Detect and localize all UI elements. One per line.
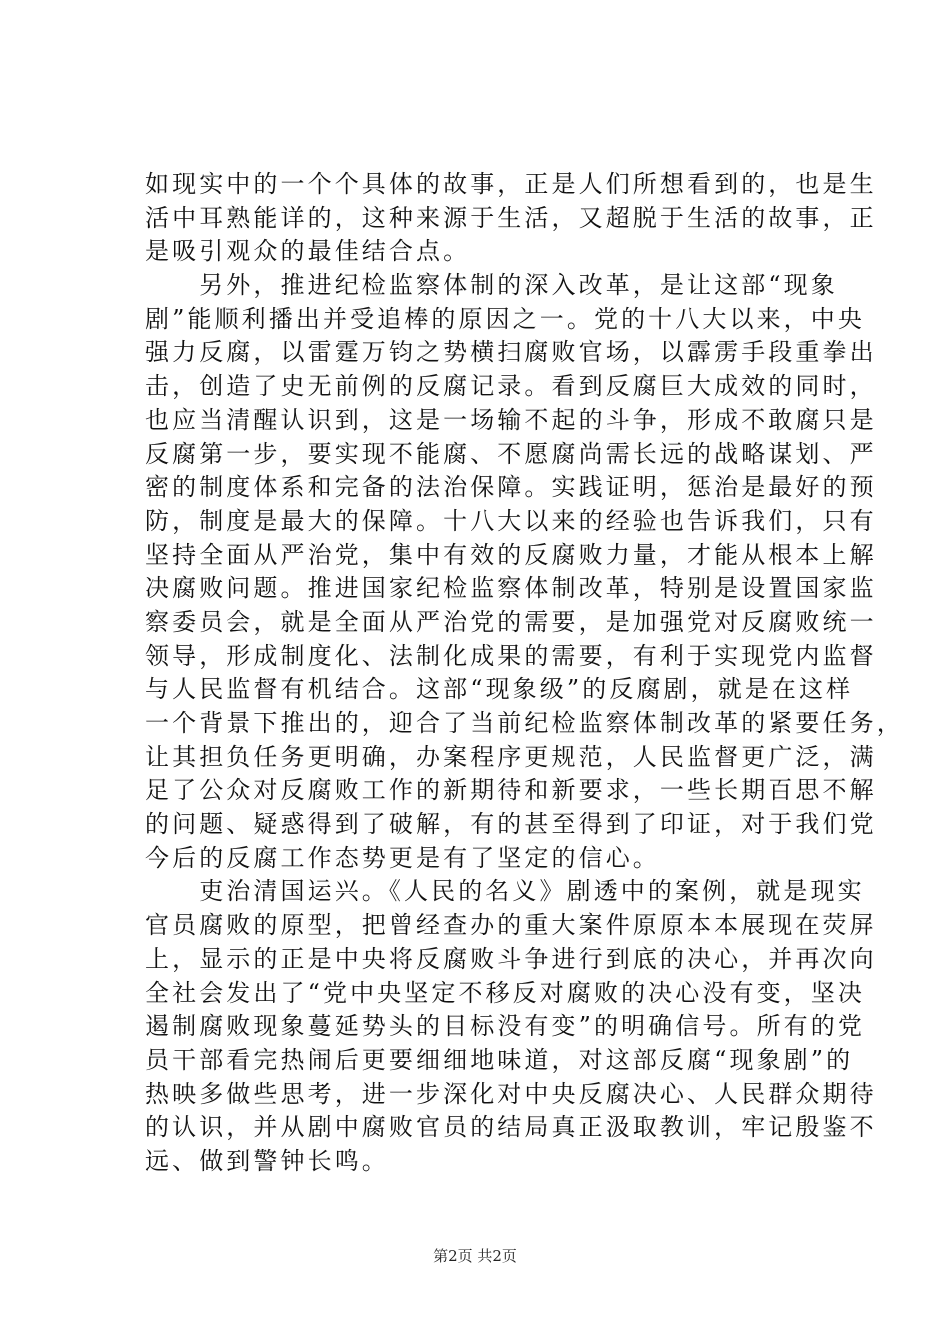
text-line-12: 坚持全面从严治党，集中有效的反腐败力量，才能从根本上解	[145, 540, 877, 569]
text-line-16: 与人民监督有机结合。这部“现象级”的反腐剧，就是在这样	[145, 675, 854, 704]
text-line-2: 活中耳熟能详的，这种来源于生活，又超脱于生活的故事，正	[145, 203, 877, 232]
text-line-20: 的问题、疑惑得到了破解，有的甚至得到了印证，对于我们党	[145, 810, 877, 839]
text-line-22: 吏治清国运兴。《人民的名义》剧透中的案例，就是现实	[145, 877, 865, 906]
document-body	[145, 168, 904, 1179]
text-line-29: 的认识，并从剧中腐败官员的结局真正汲取教训，牢记殷鉴不	[145, 1113, 877, 1142]
text-line-9: 反腐第一步，要实现不能腐、不愿腐尚需长远的战略谋划、严	[145, 439, 877, 468]
text-line-4: 另外，推进纪检监察体制的深入改革，是让这部“现象	[145, 271, 838, 300]
text-line-30: 远、做到警钟长鸣。	[145, 1146, 389, 1175]
text-line-27: 员干部看完热闹后更要细细地味道，对这部反腐“现象剧”的	[145, 1045, 854, 1074]
text-line-17: 一个背景下推出的，迎合了当前纪检监察体制改革的紧要任务，	[145, 709, 904, 737]
text-line-24: 上，显示的正是中央将反腐败斗争进行到底的决心，并再次向	[145, 944, 877, 973]
text-line-15: 领导，形成制度化、法制化成果的需要，有利于实现党内监督	[145, 641, 877, 670]
text-line-8: 也应当清醒认识到，这是一场输不起的斗争，形成不敢腐只是	[145, 405, 877, 434]
text-line-23: 官员腐败的原型，把曾经查办的重大案件原原本本展现在荧屏	[145, 911, 877, 940]
text-line-3: 是吸引观众的最佳结合点。	[145, 237, 471, 266]
text-line-19: 足了公众对反腐败工作的新期待和新要求，一些长期百思不解	[145, 776, 877, 805]
text-line-5: 剧”能顺利播出并受追棒的原因之一。党的十八大以来，中央	[145, 304, 865, 333]
text-line-13: 决腐败问题。推进国家纪检监察体制改革，特别是设置国家监	[145, 574, 877, 603]
text-line-11: 防，制度是最大的保障。十八大以来的经验也告诉我们，只有	[145, 506, 877, 535]
page-number-label: 第2页 共2页	[433, 1247, 517, 1265]
text-line-25: 全社会发出了“党中央坚定不移反对腐败的决心没有变，坚决	[145, 978, 865, 1007]
text-line-6: 强力反腐，以雷霆万钧之势横扫腐败官场，以霹雳手段重拳出	[145, 338, 877, 367]
text-line-10: 密的制度体系和完备的法治保障。实践证明，惩治是最好的预	[145, 473, 877, 502]
text-line-14: 察委员会，就是全面从严治党的需要，是加强党对反腐败统一	[145, 607, 877, 636]
text-line-18: 让其担负任务更明确，办案程序更规范，人民监督更广泛，满	[145, 742, 877, 771]
text-line-21: 今后的反腐工作态势更是有了坚定的信心。	[145, 843, 660, 872]
page-footer	[0, 1246, 950, 1266]
text-line-28: 热映多做些思考，进一步深化对中央反腐决心、人民群众期待	[145, 1079, 877, 1108]
text-line-7: 击，创造了史无前例的反腐记录。看到反腐巨大成效的同时，	[145, 372, 877, 401]
text-line-26: 遏制腐败现象蔓延势头的目标没有变”的明确信号。所有的党	[145, 1012, 865, 1041]
text-line-1: 如现实中的一个个具体的故事，正是人们所想看到的，也是生	[145, 170, 877, 198]
